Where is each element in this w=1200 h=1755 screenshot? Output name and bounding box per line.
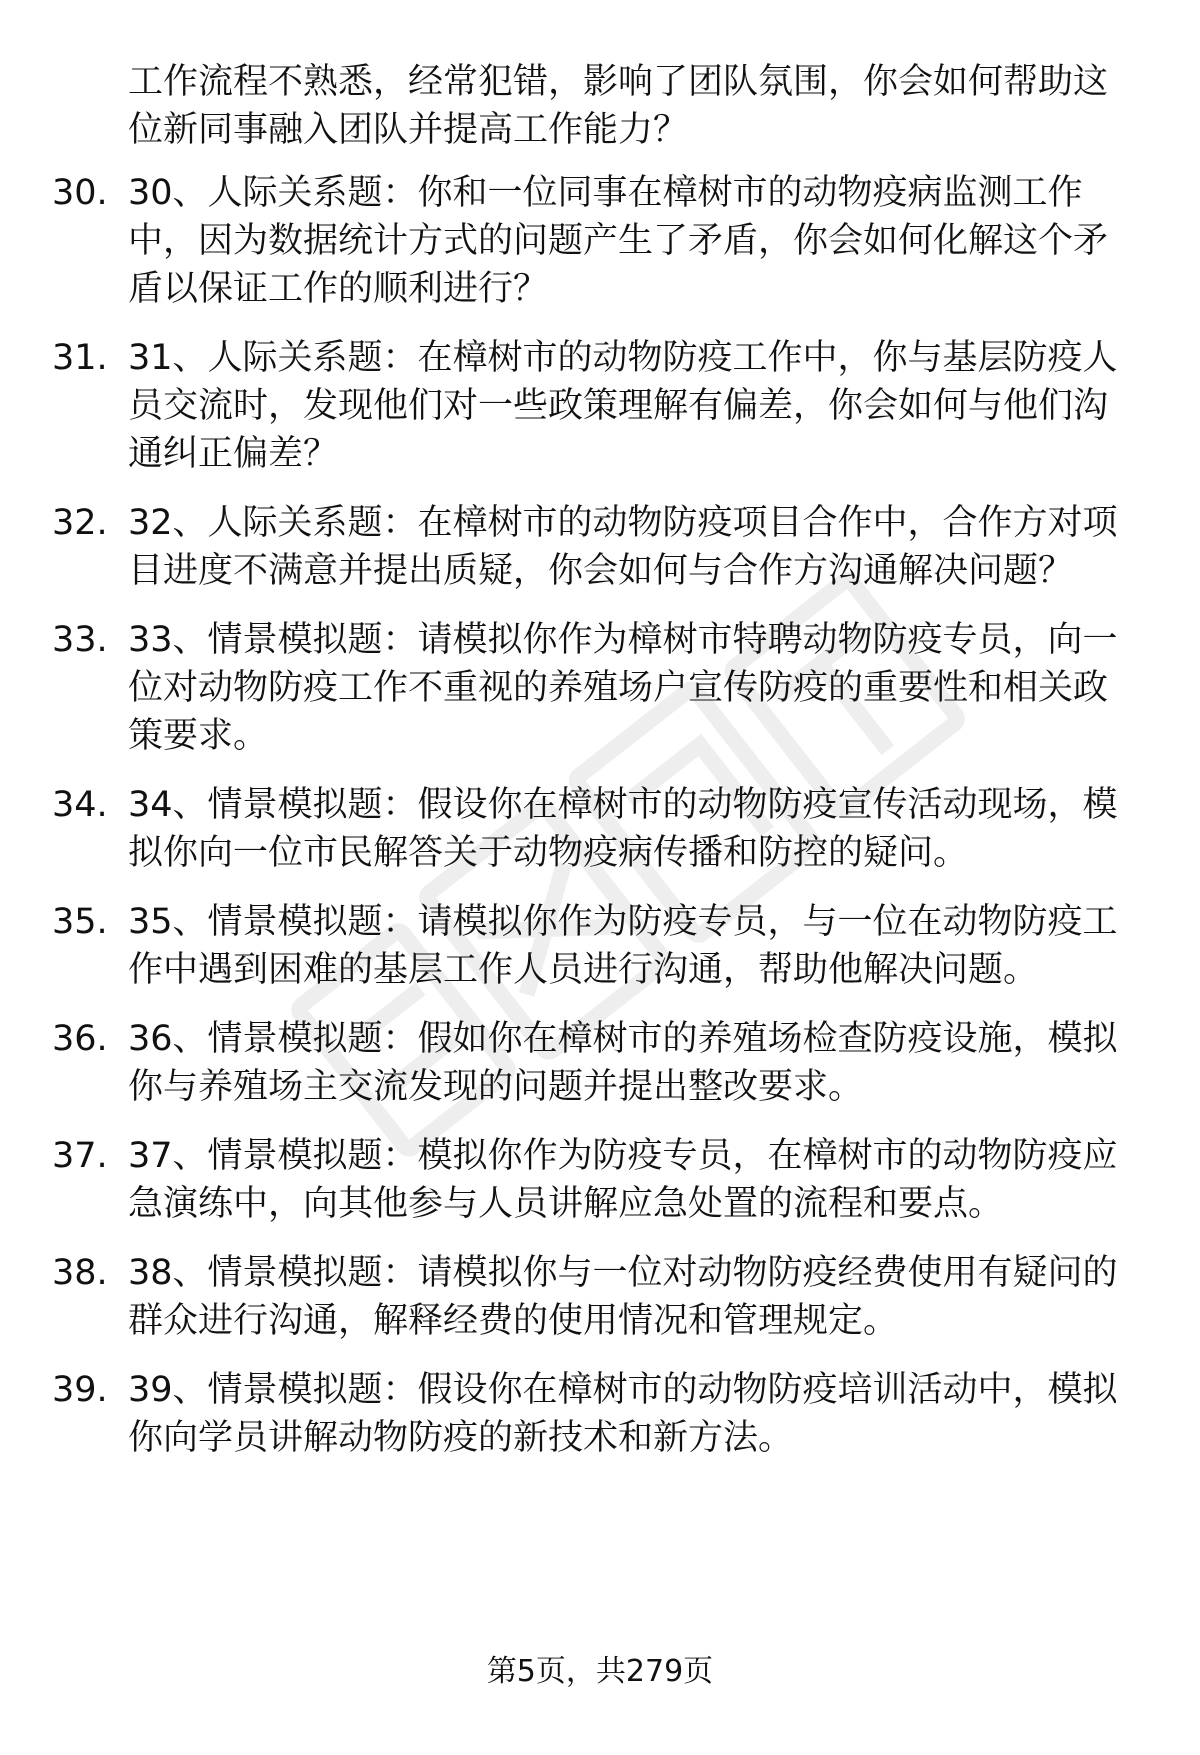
item-text: 37、情景模拟题：模拟你作为防疫专员，在樟树市的动物防疫应急演练中，向其他参与人员讲解应急处置的流程和要点。 <box>128 1136 1118 1224</box>
page-footer: 第5页，共279页 <box>486 1654 714 1689</box>
item-number: 33. <box>52 620 108 660</box>
item-text: 39、情景模拟题：假设你在樟树市的动物防疫培训活动中，模拟你向学员讲解动物防疫的新技术和新方法。 <box>128 1370 1118 1458</box>
item-text: 31、人际关系题：在樟树市的动物防疫工作中，你与基层防疫人员交流时，发现他们对一些政策理解有偏差，你会如何与他们沟通纠正偏差？ <box>128 338 1118 474</box>
item-text: 36、情景模拟题：假如你在樟树市的养殖场检查防疫设施，模拟你与养殖场主交流发现的问题并提出整改要求。 <box>128 1019 1118 1107</box>
item-number: 37. <box>52 1136 108 1176</box>
item-text: 38、情景模拟题：请模拟你与一位对动物防疫经费使用有疑问的群众进行沟通，解释经费的使用情况和管理规定。 <box>128 1253 1118 1341</box>
item-number: 39. <box>52 1370 108 1410</box>
item-number: 38. <box>52 1253 108 1293</box>
item-text: 35、情景模拟题：请模拟你作为防疫专员，与一位在动物防疫工作中遇到困难的基层工作人员进行沟通，帮助他解决问题。 <box>128 902 1118 990</box>
continued-question-text: 工作流程不熟悉，经常犯错，影响了团队氛围，你会如何帮助这位新同事融入团队并提高工作能力？ <box>128 62 1109 150</box>
item-number: 31. <box>52 338 108 378</box>
item-number: 36. <box>52 1019 108 1059</box>
item-number: 34. <box>52 785 108 825</box>
item-text: 30、人际关系题：你和一位同事在樟树市的动物疫病监测工作中，因为数据统计方式的问题产生了矛盾，你会如何化解这个矛盾以保证工作的顺利进行？ <box>128 173 1109 309</box>
item-text: 32、人际关系题：在樟树市的动物防疫项目合作中，合作方对项目进度不满意并提出质疑，你会如何与合作方沟通解决问题？ <box>128 503 1118 591</box>
item-number: 30. <box>52 173 108 213</box>
item-number: 35. <box>52 902 108 942</box>
item-text: 33、情景模拟题：请模拟你作为樟树市特聘动物防疫专员，向一位对动物防疫工作不重视的养殖场户宣传防疫的重要性和相关政策要求。 <box>128 620 1118 756</box>
item-number: 32. <box>52 503 108 543</box>
item-text: 34、情景模拟题：假设你在樟树市的动物防疫宣传活动现场，模拟你向一位市民解答关于动物疫病传播和防控的疑问。 <box>128 785 1118 873</box>
